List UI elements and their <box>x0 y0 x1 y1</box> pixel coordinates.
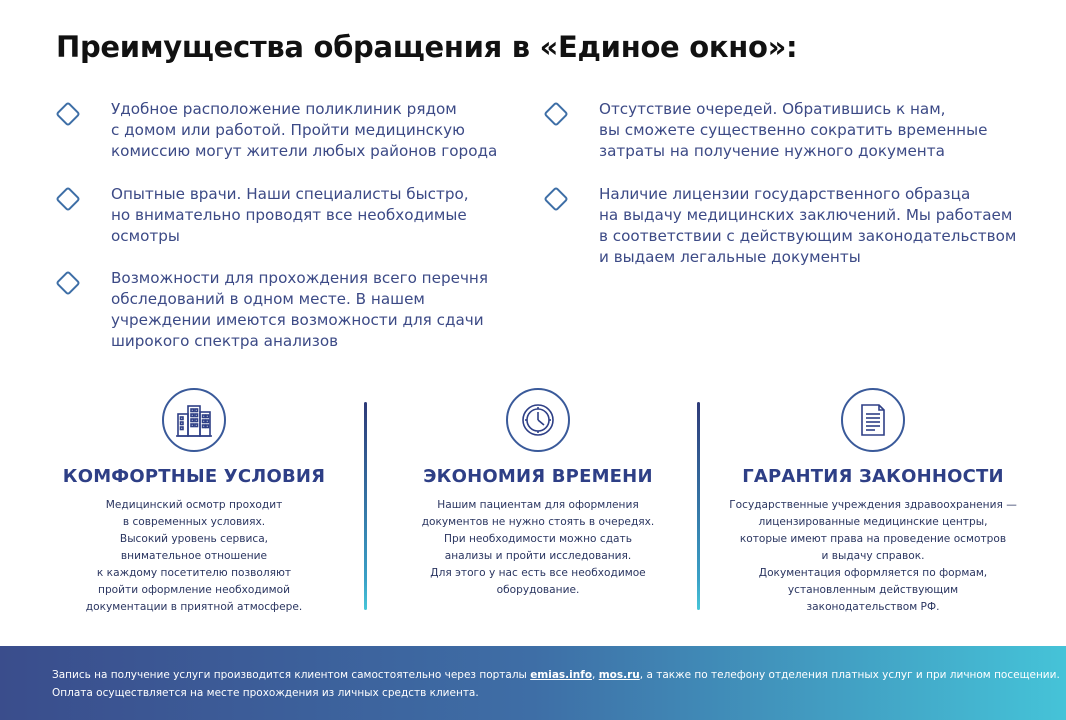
benefit-text: Удобное расположение поликлиник рядом с домом или работой. Пройти медицинскую комиссию могут жители любых районов города <box>111 100 498 160</box>
benefit-item <box>56 184 469 247</box>
feature-title: КОМФОРТНЫЕ УСЛОВИЯ <box>62 466 326 487</box>
footer-banner <box>0 646 1066 720</box>
footer-line-1 <box>52 666 1066 684</box>
feature-title: ЭКОНОМИЯ ВРЕМЕНИ <box>423 466 653 487</box>
benefit-text: Опытные врачи. Наши специалисты быстро, но внимательно проводят все необходимые осмотры <box>111 185 469 245</box>
feature-text: Государственные учреждения здравоохранения — лицензированные медицинские центры, которые имеют права на проведение осмотров и выдачу справок. Документация оформляется по формам, установленным действующим законодательством РФ. <box>729 499 1017 613</box>
footer-text: , а также по телефону отделения платных услуг и при личном посещении. <box>639 669 1060 681</box>
page-title: Преимущества обращения в «Единое окно»: <box>56 30 798 64</box>
diamond-bullet-icon <box>543 186 568 211</box>
diamond-bullet-icon <box>55 270 80 295</box>
benefit-text: Возможности для прохождения всего перечня обследований в одном месте. В нашем учреждении имеются возможности для сдачи широкого спектра анализов <box>111 269 488 350</box>
diamond-bullet-icon <box>55 186 80 211</box>
diamond-bullet-icon <box>543 101 568 126</box>
benefit-text: Наличие лицензии государственного образца на выдачу медицинских заключений. Мы работаем в соответствии с действующим законодательством и выдаем легальные документы <box>599 185 1017 266</box>
benefit-item <box>56 268 488 352</box>
benefit-item <box>544 184 1016 268</box>
divider <box>364 402 367 610</box>
benefit-item <box>56 99 497 162</box>
feature-title: ГАРАНТИЯ ЗАКОННОСТИ <box>742 466 1004 487</box>
feature-text: Медицинский осмотр проходит в современных условиях. Высокий уровень сервиса, внимательное отношение к каждому посетителю позволяют пройти оформление необходимой документации в приятной атмосфере. <box>85 499 303 613</box>
buildings-icon <box>162 388 226 452</box>
benefit-item <box>544 99 987 162</box>
benefit-text: Отсутствие очередей. Обратившись к нам, вы сможете существенно сократить временные затраты на получение нужного документа <box>599 100 988 160</box>
feature-time <box>378 388 698 599</box>
feature-comfort <box>34 388 354 616</box>
feature-legal <box>713 388 1033 616</box>
footer-text: Запись на получение услуги производится клиентом самостоятельно через порталы <box>52 669 531 681</box>
clock-icon <box>506 388 570 452</box>
emias-link[interactable]: emias.info <box>530 669 593 681</box>
footer-line-2: Оплата осуществляется на месте прохождения из личных средств клиента. <box>52 687 479 699</box>
feature-text: Нашим пациентам для оформления документов не нужно стоять в очередях. При необходимости можно сдать анализы и пройти исследования. Для этого у нас есть все необходимое оборудование. <box>421 499 655 596</box>
divider <box>697 402 700 610</box>
mos-link[interactable]: mos.ru <box>598 669 640 681</box>
diamond-bullet-icon <box>55 101 80 126</box>
document-icon <box>841 388 905 452</box>
footer-separator: , <box>592 669 599 681</box>
